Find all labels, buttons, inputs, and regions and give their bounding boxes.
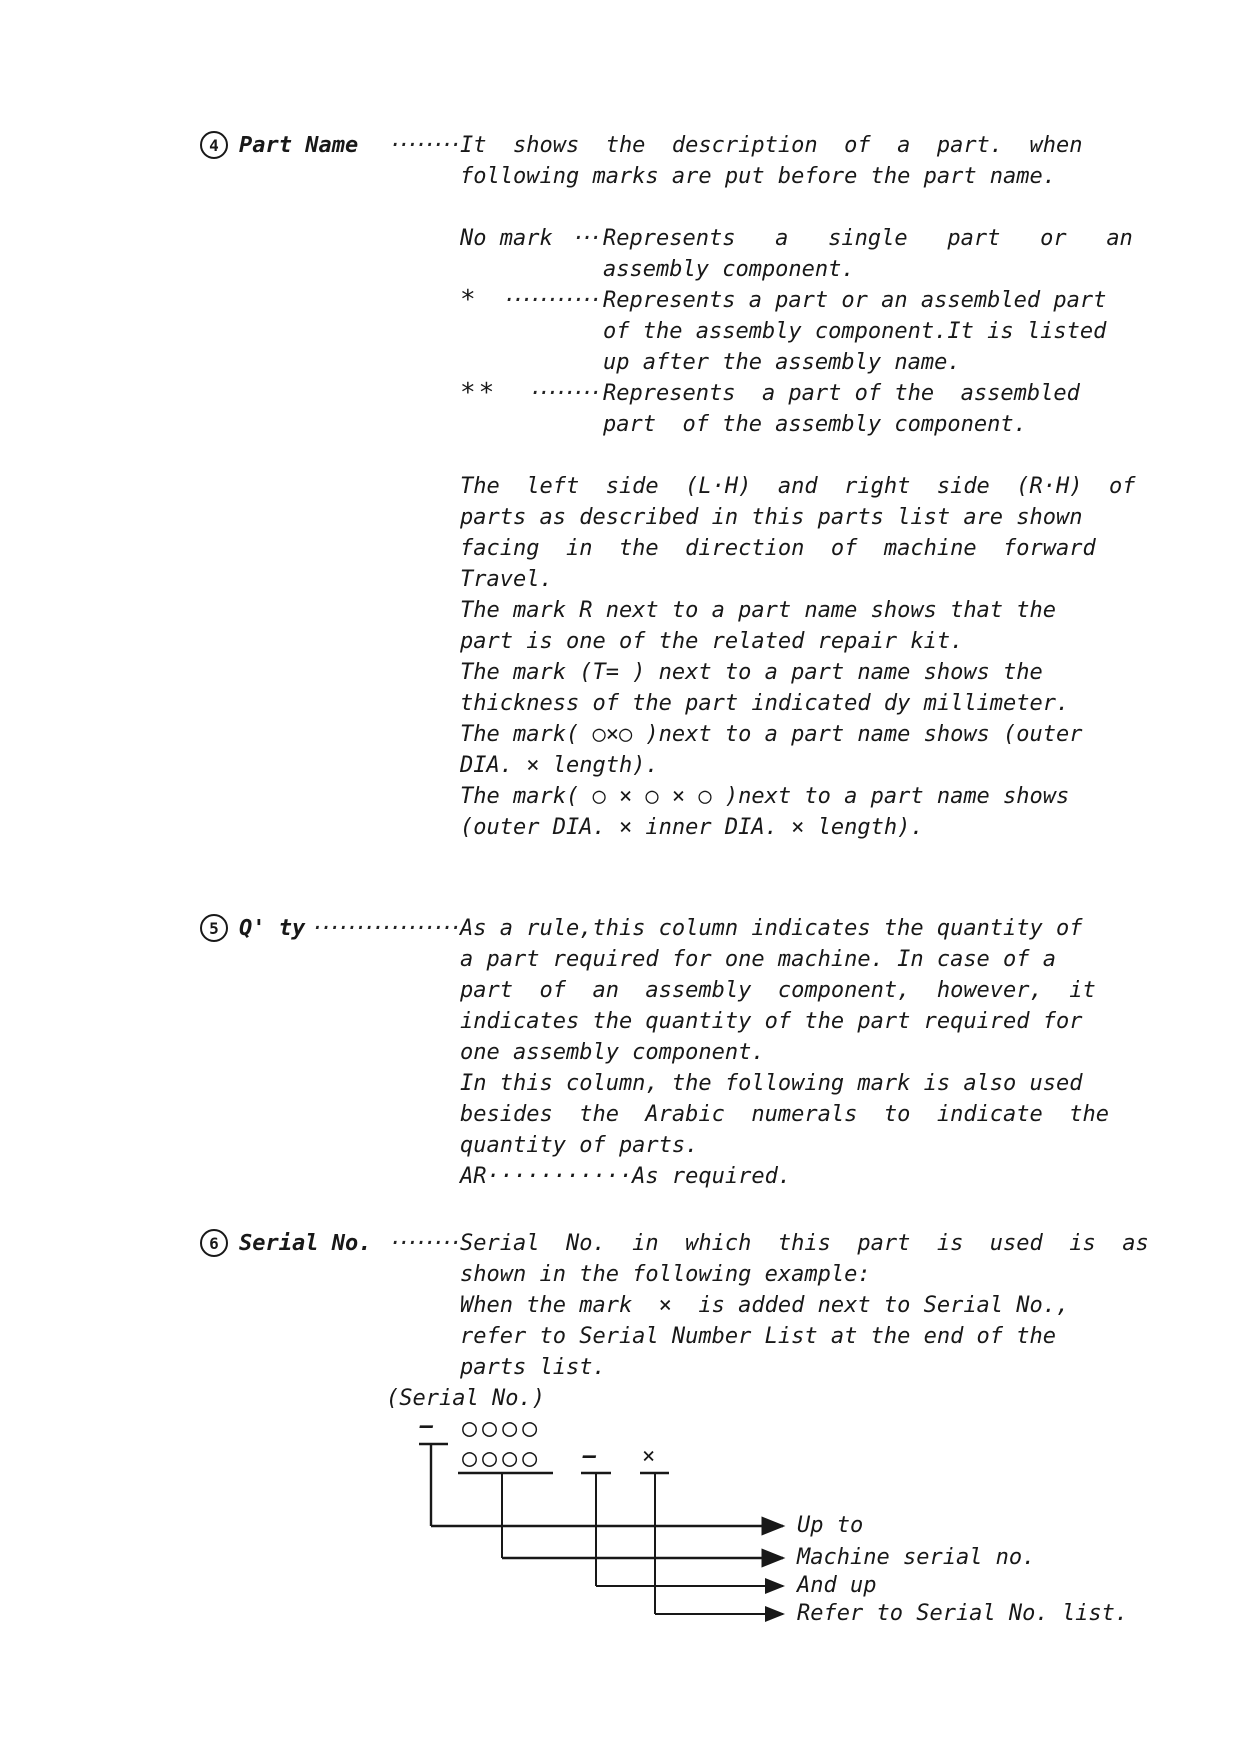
section-label-serial-no: Serial No.	[239, 1231, 372, 1256]
text-line: following marks are put before the part name.	[460, 164, 1057, 189]
double-asterisk-mark: **	[460, 378, 498, 408]
text-line: refer to Serial Number List at the end of the	[460, 1324, 1057, 1349]
text-line: Represents a part or an assembled part	[603, 288, 1107, 313]
paragraph-mark-outer-dia	[460, 719, 1128, 781]
text-line: part of an assembly component, however, it	[460, 978, 1096, 1003]
leader-dots: ···	[572, 226, 598, 250]
leader-dots: ········	[528, 381, 598, 405]
text-line: Represents a single part or an	[603, 226, 1133, 251]
text-line: The left side (L·H) and right side (R·H) of	[460, 474, 1136, 499]
text-line: In this column, the following mark is also used	[460, 1071, 1083, 1096]
blank-line	[460, 192, 1128, 223]
mark-entry-double-asterisk	[460, 378, 1128, 440]
section-qty	[200, 913, 1160, 1192]
text-line: Travel.	[460, 567, 553, 592]
paragraph-mark-t	[460, 657, 1128, 719]
section-qty-heading	[200, 913, 460, 944]
section-part-name-heading	[200, 130, 460, 161]
text-line: It shows the description of a part. when	[460, 133, 1083, 158]
circled-number-6: 6	[200, 1229, 228, 1257]
section-serial-no	[200, 1228, 1160, 1383]
paragraph-mark-outer-inner-dia	[460, 781, 1128, 843]
text-line: (outer DIA. × inner DIA. × length).	[460, 815, 924, 840]
mark-term	[460, 378, 603, 409]
serial-digits-row2: ○○○○	[462, 1443, 543, 1472]
serial-digits-row1: ○○○○	[462, 1413, 543, 1442]
asterisk-mark: *	[460, 285, 479, 315]
text-line: facing in the direction of machine forward	[460, 536, 1096, 561]
text-line: part of the assembly component.	[603, 412, 1027, 437]
text-line: one assembly component.	[460, 1040, 765, 1065]
text-line: When the mark × is added next to Serial No.,	[460, 1293, 1070, 1318]
mark-term	[460, 223, 603, 254]
blank-line	[460, 440, 1128, 471]
text-line: Serial No. in which this part is used is as	[460, 1231, 1149, 1256]
text-line: up after the assembly name.	[603, 350, 961, 375]
section-part-name	[200, 130, 1160, 843]
mark-description	[603, 285, 1128, 378]
paragraph-mark-r	[460, 595, 1128, 657]
text-line: The mark( ○ × ○ × ○ )next to a part name shows	[460, 784, 1070, 809]
text-line: The mark (T= ) next to a part name shows the	[460, 660, 1043, 685]
text-line: The mark( ○×○ )next to a part name shows (outer	[460, 722, 1083, 747]
text-line: thickness of the part indicated dy millimeter.	[460, 691, 1070, 716]
text-line-ar-required: AR···········As required.	[460, 1164, 792, 1189]
text-line: a part required for one machine. In case of a	[460, 947, 1057, 972]
section-label-part-name: Part Name	[239, 133, 359, 158]
text-line: parts list.	[460, 1355, 606, 1380]
section-serial-no-heading	[200, 1228, 460, 1259]
leader-dots: ········	[388, 133, 458, 157]
mark-description	[603, 378, 1128, 440]
mark-term	[460, 285, 603, 316]
serial-suffix-dash: –	[583, 1444, 597, 1469]
paragraph-left-right-side	[460, 471, 1136, 595]
text-line: DIA. × length).	[460, 753, 659, 778]
page-content	[200, 130, 1160, 1383]
text-line: quantity of parts.	[460, 1133, 699, 1158]
mark-term-label: No mark	[460, 226, 553, 251]
serial-diagram-caption: (Serial No.)	[386, 1386, 545, 1411]
mark-description	[603, 223, 1133, 285]
circled-number-4: 4	[200, 131, 228, 159]
serial-prefix-dash: –	[420, 1414, 434, 1439]
text-line: shown in the following example:	[460, 1262, 871, 1287]
circled-number-5: 5	[200, 914, 228, 942]
diagram-label-refer-serial-list: Refer to Serial No. list.	[797, 1601, 1129, 1626]
leader-dots: ·················	[311, 916, 458, 940]
text-line: The mark R next to a part name shows that the	[460, 598, 1057, 623]
text-line: indicates the quantity of the part required for	[460, 1009, 1083, 1034]
text-line: Represents a part of the assembled	[603, 381, 1080, 406]
diagram-label-machine-serial-no: Machine serial no.	[797, 1545, 1036, 1570]
section-part-name-body	[460, 130, 1136, 843]
leader-dots: ···········	[502, 288, 598, 312]
text-line: As a rule,this column indicates the quantity of	[460, 916, 1083, 941]
text-line: assembly component.	[603, 257, 855, 282]
serial-cross-mark: ×	[642, 1444, 656, 1469]
mark-entry-no-mark	[460, 223, 1133, 285]
mark-entry-single-asterisk	[460, 285, 1128, 378]
section-qty-body	[460, 913, 1128, 1192]
diagram-label-up-to: Up to	[797, 1513, 864, 1538]
text-line: part is one of the related repair kit.	[460, 629, 964, 654]
section-serial-no-body	[460, 1228, 1149, 1383]
section-label-qty: Q' ty	[239, 916, 306, 941]
text-line: parts as described in this parts list are shown	[460, 505, 1083, 530]
diagram-label-and-up: And up	[797, 1573, 877, 1598]
text-line: of the assembly component.It is listed	[603, 319, 1107, 344]
leader-dots: ········	[388, 1231, 458, 1255]
text-line: besides the Arabic numerals to indicate the	[460, 1102, 1110, 1127]
